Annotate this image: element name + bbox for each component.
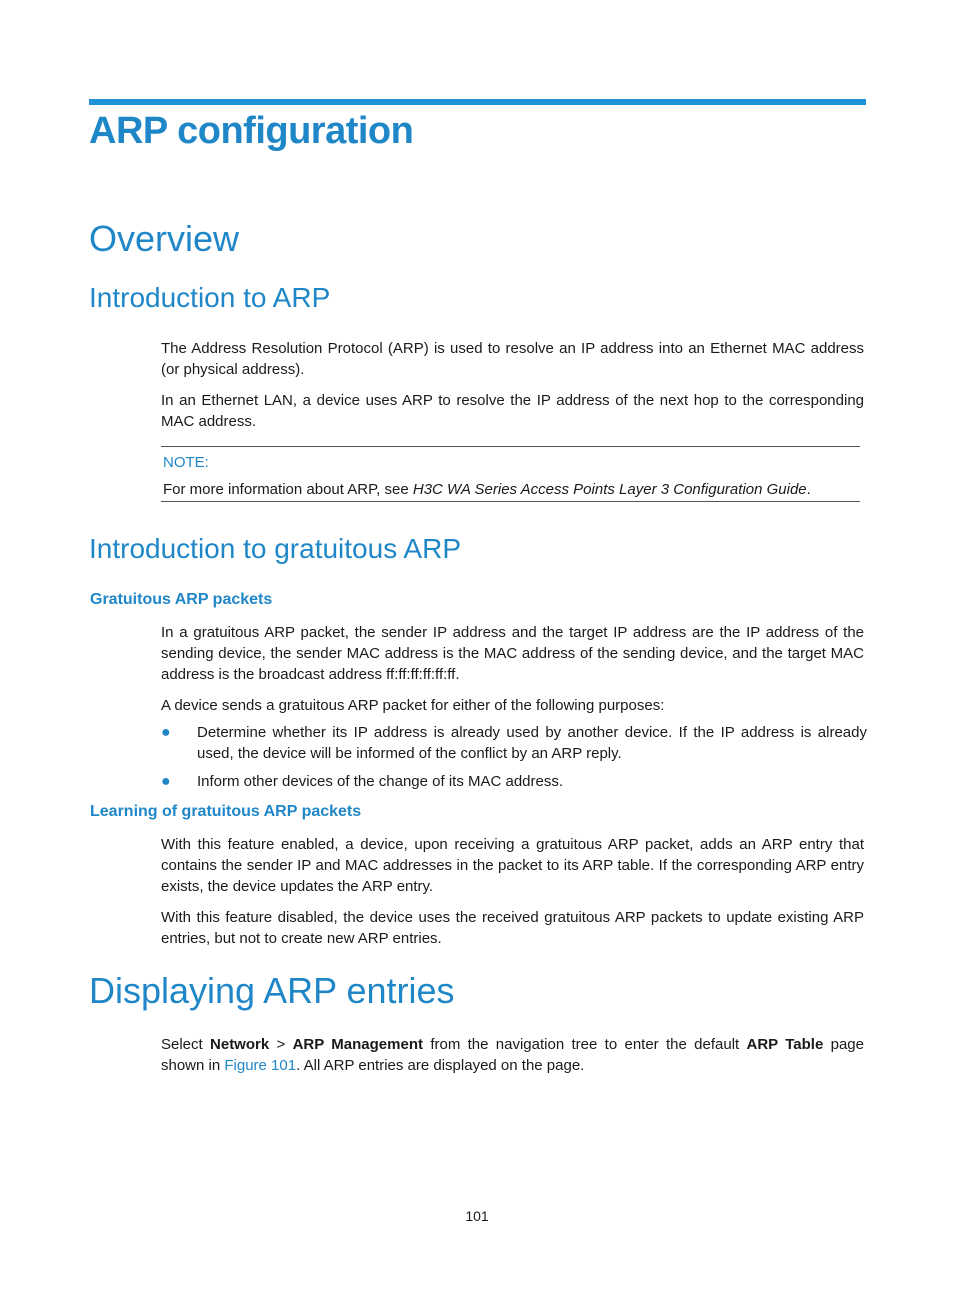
text-run: . All ARP entries are displayed on the page.: [296, 1057, 585, 1074]
paragraph: With this feature enabled, a device, upon receiving a gratuitous ARP packet, adds an ARP entry that contains the sender IP and MAC addresses in the packet to its ARP table. If the corresponding ARP entry exists, the device updates the ARP entry.: [161, 836, 864, 895]
note-prefix: For more information about ARP, see: [163, 481, 413, 498]
list-item-text: Inform other devices of the change of its MAC address.: [197, 773, 564, 790]
list-item: [161, 771, 867, 792]
note-top-rule: [161, 446, 860, 447]
bullet-icon: ●: [161, 773, 171, 790]
heading-learning-gratuitous-arp: Learning of gratuitous ARP packets: [90, 803, 362, 820]
heading-intro-arp: Introduction to ARP: [89, 282, 331, 313]
note-reference: H3C WA Series Access Points Layer 3 Configuration Guide: [412, 481, 807, 498]
note-text: [163, 481, 811, 498]
heading-intro-gratuitous-arp: Introduction to gratuitous ARP: [89, 533, 461, 564]
paragraph: With this feature disabled, the device uses the received gratuitous ARP packets to update existing ARP entries, but not to create new ARP entries.: [161, 909, 864, 947]
note-label: NOTE:: [163, 454, 209, 471]
text-run: page shown in: [161, 1036, 864, 1074]
paragraph: The Address Resolution Protocol (ARP) is used to resolve an IP address into an Ethernet MAC address (or physical address).: [161, 340, 864, 378]
figure-link[interactable]: Figure 101: [224, 1057, 297, 1074]
menu-path-arp-management: ARP Management: [292, 1036, 423, 1053]
note-suffix: .: [806, 481, 811, 498]
chapter-rule: [89, 99, 866, 105]
paragraph: [161, 1034, 864, 1076]
text-run: Select: [161, 1036, 211, 1053]
heading-gratuitous-arp-packets: Gratuitous ARP packets: [90, 591, 273, 608]
heading-displaying-arp-entries: Displaying ARP entries: [89, 970, 455, 1011]
paragraph: In an Ethernet LAN, a device uses ARP to resolve the IP address of the next hop to the corresponding MAC address.: [161, 392, 864, 430]
heading-overview: Overview: [89, 218, 240, 259]
paragraph: A device sends a gratuitous ARP packet for either of the following purposes:: [161, 697, 665, 714]
menu-path-network: Network: [210, 1036, 270, 1053]
chapter-title: ARP configuration: [89, 110, 414, 152]
list-item-text: Determine whether its IP address is already used by another device. If the IP address is already used, the device will be informed of the conflict by an ARP reply.: [197, 724, 867, 762]
paragraph: In a gratuitous ARP packet, the sender IP address and the target IP address are the IP address of the sending device, the sender MAC address is the MAC address of the sending device, and the target MAC address is the broadcast address ff:ff:ff:ff:ff:ff.: [161, 624, 864, 683]
page-number: 101: [465, 1208, 489, 1224]
list-item: [161, 722, 867, 764]
text-run: >: [269, 1036, 293, 1053]
note-bottom-rule: [161, 501, 860, 502]
page-name-arp-table: ARP Table: [746, 1036, 824, 1053]
bullet-icon: ●: [161, 724, 171, 741]
text-run: from the navigation tree to enter the default: [423, 1036, 747, 1053]
